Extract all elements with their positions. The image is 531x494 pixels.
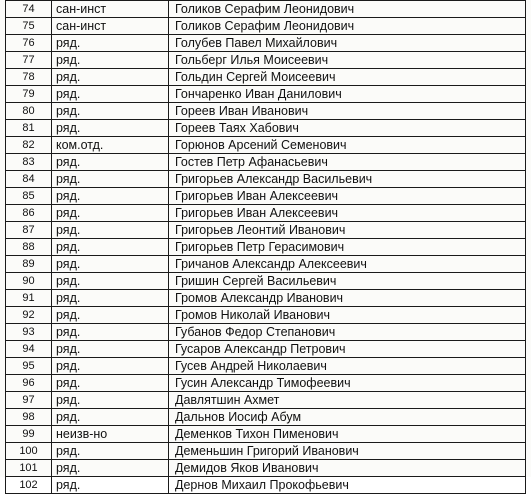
row-name: Гореев Таях Хабович: [169, 120, 526, 137]
table-row: [6, 137, 526, 154]
table-row: [6, 103, 526, 120]
row-rank: ряд.: [52, 324, 169, 341]
row-name: Гусев Андрей Николаевич: [169, 358, 526, 375]
row-rank: ряд.: [52, 120, 169, 137]
row-number: 86: [6, 205, 52, 222]
table-row: [6, 426, 526, 443]
table-row: [6, 18, 526, 35]
row-rank: ряд.: [52, 69, 169, 86]
row-number: 88: [6, 239, 52, 256]
table-row: [6, 222, 526, 239]
row-rank: ряд.: [52, 290, 169, 307]
row-name: Гореев Иван Иванович: [169, 103, 526, 120]
table-row: [6, 154, 526, 171]
row-number: 97: [6, 392, 52, 409]
row-name: Громов Николай Иванович: [169, 307, 526, 324]
row-number: 81: [6, 120, 52, 137]
row-rank: ряд.: [52, 52, 169, 69]
row-name: Голиков Серафим Леонидович: [169, 1, 526, 18]
row-rank: ряд.: [52, 477, 169, 494]
row-rank: ряд.: [52, 171, 169, 188]
row-name: Деменков Тихон Пименович: [169, 426, 526, 443]
table-row: [6, 239, 526, 256]
row-rank: ряд.: [52, 358, 169, 375]
row-rank: ряд.: [52, 460, 169, 477]
row-name: Григорьев Петр Герасимович: [169, 239, 526, 256]
row-rank: ряд.: [52, 341, 169, 358]
row-number: 99: [6, 426, 52, 443]
row-name: Гончаренко Иван Данилович: [169, 86, 526, 103]
row-number: 76: [6, 35, 52, 52]
row-number: 98: [6, 409, 52, 426]
row-number: 84: [6, 171, 52, 188]
table-row: [6, 52, 526, 69]
row-name: Григорьев Иван Алексеевич: [169, 205, 526, 222]
row-number: 78: [6, 69, 52, 86]
row-name: Гусаров Александр Петрович: [169, 341, 526, 358]
row-number: 96: [6, 375, 52, 392]
row-number: 100: [6, 443, 52, 460]
row-name: Гольберг Илья Моисеевич: [169, 52, 526, 69]
row-rank: ряд.: [52, 375, 169, 392]
table-row: [6, 205, 526, 222]
row-number: 89: [6, 256, 52, 273]
table-row: [6, 307, 526, 324]
table-row: [6, 443, 526, 460]
row-number: 75: [6, 18, 52, 35]
table-row: [6, 460, 526, 477]
row-rank: ком.отд.: [52, 137, 169, 154]
row-rank: неизв-но: [52, 426, 169, 443]
row-name: Деменьшин Григорий Иванович: [169, 443, 526, 460]
row-name: Григорьев Леонтий Иванович: [169, 222, 526, 239]
row-name: Давлятшин Ахмет: [169, 392, 526, 409]
row-name: Григорьев Александр Васильевич: [169, 171, 526, 188]
row-name: Дернов Михаил Прокофьевич: [169, 477, 526, 494]
row-number: 92: [6, 307, 52, 324]
row-number: 101: [6, 460, 52, 477]
table-row: [6, 324, 526, 341]
table-row: [6, 120, 526, 137]
row-name: Дальнов Иосиф Абум: [169, 409, 526, 426]
row-rank: сан-инст: [52, 1, 169, 18]
row-rank: ряд.: [52, 392, 169, 409]
row-rank: ряд.: [52, 239, 169, 256]
row-name: Гричанов Александр Алексеевич: [169, 256, 526, 273]
row-number: 77: [6, 52, 52, 69]
row-number: 87: [6, 222, 52, 239]
row-number: 94: [6, 341, 52, 358]
table-row: [6, 409, 526, 426]
roster-table: [5, 0, 526, 494]
row-rank: ряд.: [52, 273, 169, 290]
table-row: [6, 35, 526, 52]
row-number: 91: [6, 290, 52, 307]
table-row: [6, 188, 526, 205]
row-number: 90: [6, 273, 52, 290]
row-rank: ряд.: [52, 86, 169, 103]
row-number: 95: [6, 358, 52, 375]
table-row: [6, 171, 526, 188]
row-name: Григорьев Иван Алексеевич: [169, 188, 526, 205]
row-rank: ряд.: [52, 307, 169, 324]
row-rank: ряд.: [52, 188, 169, 205]
row-name: Гольдин Сергей Моисеевич: [169, 69, 526, 86]
row-name: Громов Александр Иванович: [169, 290, 526, 307]
table-row: [6, 273, 526, 290]
row-number: 102: [6, 477, 52, 494]
row-rank: ряд.: [52, 222, 169, 239]
row-name: Голубев Павел Михайлович: [169, 35, 526, 52]
row-name: Демидов Яков Иванович: [169, 460, 526, 477]
row-rank: ряд.: [52, 256, 169, 273]
row-rank: ряд.: [52, 35, 169, 52]
row-number: 83: [6, 154, 52, 171]
table-row: [6, 86, 526, 103]
row-number: 79: [6, 86, 52, 103]
table-row: [6, 477, 526, 494]
row-number: 82: [6, 137, 52, 154]
row-rank: ряд.: [52, 103, 169, 120]
row-rank: ряд.: [52, 443, 169, 460]
row-rank: ряд.: [52, 205, 169, 222]
row-number: 85: [6, 188, 52, 205]
row-name: Гришин Сергей Васильевич: [169, 273, 526, 290]
row-rank: ряд.: [52, 154, 169, 171]
table-row: [6, 290, 526, 307]
row-number: 80: [6, 103, 52, 120]
table-row: [6, 341, 526, 358]
table-row: [6, 256, 526, 273]
table-row: [6, 392, 526, 409]
row-name: Голиков Серафим Леонидович: [169, 18, 526, 35]
row-number: 74: [6, 1, 52, 18]
row-name: Гусин Александр Тимофеевич: [169, 375, 526, 392]
roster-body: [6, 1, 526, 494]
row-name: Гостев Петр Афанасьевич: [169, 154, 526, 171]
table-row: [6, 69, 526, 86]
row-name: Горюнов Арсений Семенович: [169, 137, 526, 154]
row-rank: ряд.: [52, 409, 169, 426]
table-row: [6, 358, 526, 375]
row-rank: сан-инст: [52, 18, 169, 35]
table-row: [6, 1, 526, 18]
table-row: [6, 375, 526, 392]
row-name: Губанов Федор Степанович: [169, 324, 526, 341]
row-number: 93: [6, 324, 52, 341]
